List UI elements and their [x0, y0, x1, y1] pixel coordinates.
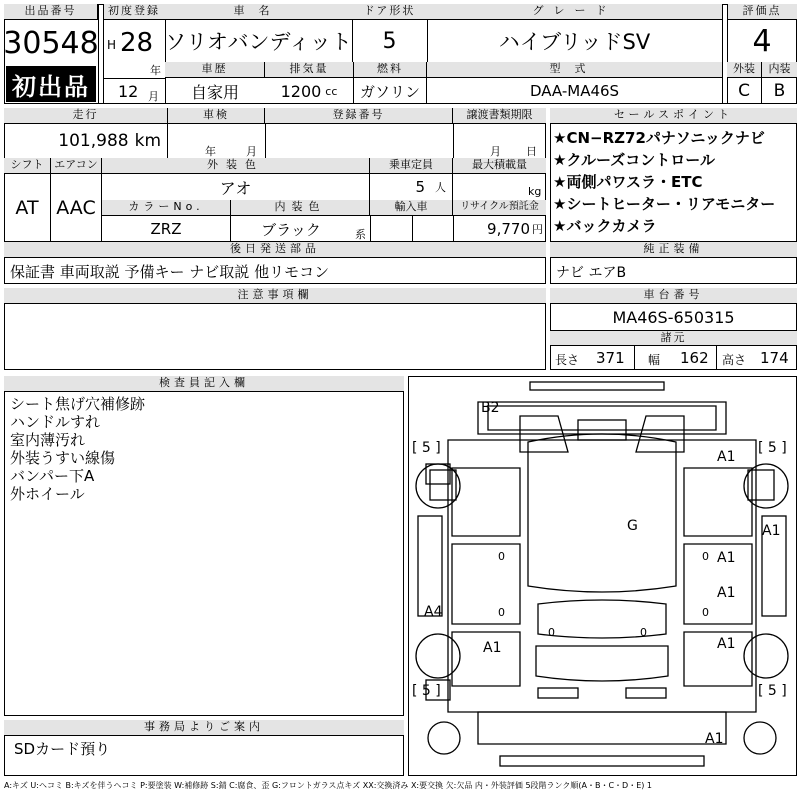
car-name: ソリオバンディット	[165, 30, 352, 54]
inspector-line: ハンドルすれ	[10, 413, 101, 431]
int-grade: B	[773, 81, 786, 101]
shift-label: シフト	[4, 158, 51, 174]
standard-equip: ナビ エアB	[556, 265, 627, 281]
zero-mark: 0	[702, 606, 709, 619]
capacity-cell	[370, 174, 453, 200]
damage-code: A1	[717, 449, 736, 465]
selling-point: ★両側パワスラ・ETC	[553, 173, 703, 191]
notes-label: 注意事項欄	[4, 288, 546, 304]
car-name-label: 車名	[165, 4, 352, 20]
score-label: 評価点	[727, 4, 797, 20]
selling-point: ★バックカメラ	[553, 217, 657, 235]
displacement-cell	[265, 78, 354, 104]
reg-no-label: 登録番号	[265, 108, 453, 124]
dims-label: 諸元	[550, 330, 797, 346]
zero-mark: 0	[498, 550, 505, 563]
history-label: 車歴	[165, 62, 265, 78]
height: 174	[760, 349, 789, 367]
ext-color-label: 外装色	[102, 158, 370, 174]
ac: AAC	[51, 174, 102, 242]
later-parts: 保証書 車両取説 予備キー ナビ取説 他リモコン	[10, 263, 330, 281]
int-color-label: 内装色	[231, 200, 370, 216]
damage-code: A1	[483, 640, 502, 656]
selling-point: ★シートヒーター・リアモニター	[553, 195, 776, 213]
width: 162	[680, 349, 709, 367]
damage-code: G	[627, 518, 638, 534]
color-no: ZRZ	[102, 216, 231, 242]
zero-mark: 0	[640, 626, 647, 639]
standard-equip-label: 純正装備	[550, 242, 797, 258]
lot-label: 出品番号	[4, 4, 98, 20]
dims-row	[550, 346, 797, 370]
month-unit: 月	[148, 90, 159, 103]
tire-label: [ 5 ]	[758, 440, 787, 456]
zero-mark: 0	[498, 606, 505, 619]
capacity: 5	[415, 178, 425, 196]
displacement-unit: cc	[325, 84, 338, 98]
fuel: ガソリン	[354, 78, 427, 104]
tire-label: [ 5 ]	[412, 683, 441, 699]
first-reg-label: 初度登録	[103, 4, 165, 20]
history: 自家用	[190, 82, 239, 102]
recycle-label: リサイクル預託金	[453, 200, 546, 216]
width-label: 幅	[648, 353, 661, 367]
displacement-label: 排気量	[265, 62, 354, 78]
score: 4	[752, 23, 772, 59]
tire-label: [ 5 ]	[412, 440, 441, 456]
selling-point: ★CN−RZ72パナソニックナビ	[553, 129, 765, 147]
mileage: 101,988	[58, 131, 129, 151]
recycle-cell	[453, 216, 546, 242]
doors: 5	[382, 28, 397, 54]
office-note: SDカード預り	[14, 740, 111, 758]
damage-code: A1	[705, 731, 724, 747]
damage-code: A1	[717, 636, 736, 652]
reg-month: 12	[118, 82, 139, 101]
damage-code: A1	[762, 523, 781, 539]
int-label: 内装	[762, 62, 797, 78]
fuel-label: 燃料	[354, 62, 427, 78]
office-label: 事務局よりご案内	[4, 720, 404, 736]
damage-code: A1	[717, 585, 736, 601]
transfer-label: 譲渡書類期限	[453, 108, 546, 124]
ext-grade: C	[727, 78, 762, 104]
inspector-line: 室内薄汚れ	[10, 431, 86, 449]
recycle-unit: 円	[532, 223, 543, 236]
car-diagram-icon	[408, 376, 797, 776]
int-color-suffix: 系	[355, 228, 366, 241]
selling-point: ★クルーズコントロール	[553, 151, 715, 169]
model: DAA-MA46S	[529, 82, 620, 100]
damage-code: B2	[481, 400, 500, 416]
tire-label: [ 5 ]	[758, 683, 787, 699]
lot-number: 30548	[3, 25, 99, 61]
year-unit: 年	[150, 64, 161, 77]
height-label: 高さ	[722, 353, 747, 367]
mileage-label: 走行	[4, 108, 168, 124]
inspector-line: バンパー下A	[10, 467, 95, 485]
int-color: ブラック	[261, 220, 321, 239]
inspector-line: 外ホイール	[10, 485, 85, 503]
legend: A:キズ U:ヘコミ B:キズを伴うヘコミ P:要塗装 W:補修跡 S:錆 C:腐食、歪 G:フロントガラス点キズ XX:交換済み X:要交換 欠:欠品 内・外装評価 5段階ランク順(A・B・C・D・E) 1	[4, 781, 653, 790]
inspector-line: シート焦げ穴補修跡	[10, 395, 146, 413]
mileage-unit: km	[134, 131, 161, 151]
inspector-label: 検査員記入欄	[4, 376, 404, 392]
selling-points-list	[553, 127, 797, 237]
capacity-unit: 人	[435, 181, 446, 194]
grade-label: グレード	[427, 4, 722, 20]
recycle: 9,770	[487, 220, 530, 238]
insp-year-unit: 年	[205, 145, 216, 158]
later-parts-label: 後日発送部品	[4, 242, 546, 258]
inspector-notes	[10, 395, 145, 503]
model-label: 型式	[427, 62, 722, 78]
max-load-unit: kg	[528, 185, 542, 198]
damage-code: A4	[424, 604, 443, 620]
capacity-label: 乗車定員	[370, 158, 453, 174]
import-label: 輸入車	[370, 200, 453, 216]
selling-points-label: セールスポイント	[550, 108, 797, 124]
damage-code: A1	[717, 550, 736, 566]
mileage-cell	[4, 124, 168, 158]
reg-year: 28	[120, 28, 154, 58]
grade: ハイブリッドSV	[498, 30, 651, 54]
inspection-label: 車検	[168, 108, 265, 124]
zero-mark: 0	[702, 550, 709, 563]
ext-color: アオ	[102, 174, 370, 200]
max-load-label: 最大積載量	[453, 158, 546, 174]
displacement: 1200	[280, 81, 322, 101]
transfer-month-unit: 月	[490, 145, 501, 158]
era: H	[107, 38, 117, 52]
transfer-day-unit: 日	[526, 145, 537, 158]
shift: AT	[4, 174, 51, 242]
inspector-line: 外装うすい線傷	[10, 449, 116, 467]
length-label: 長さ	[555, 353, 580, 367]
ext-label: 外装	[727, 62, 762, 78]
doors-label: ドア形状	[352, 4, 427, 20]
color-no-label: カラーNo.	[102, 200, 231, 216]
insp-month-unit: 月	[246, 145, 257, 158]
chassis-label: 車台番号	[550, 288, 797, 304]
first-listing-badge: 初出品	[6, 66, 96, 102]
length: 371	[596, 349, 625, 367]
ac-label: エアコン	[51, 158, 102, 174]
chassis-number: MA46S-650315	[612, 307, 735, 327]
zero-mark: 0	[548, 626, 555, 639]
